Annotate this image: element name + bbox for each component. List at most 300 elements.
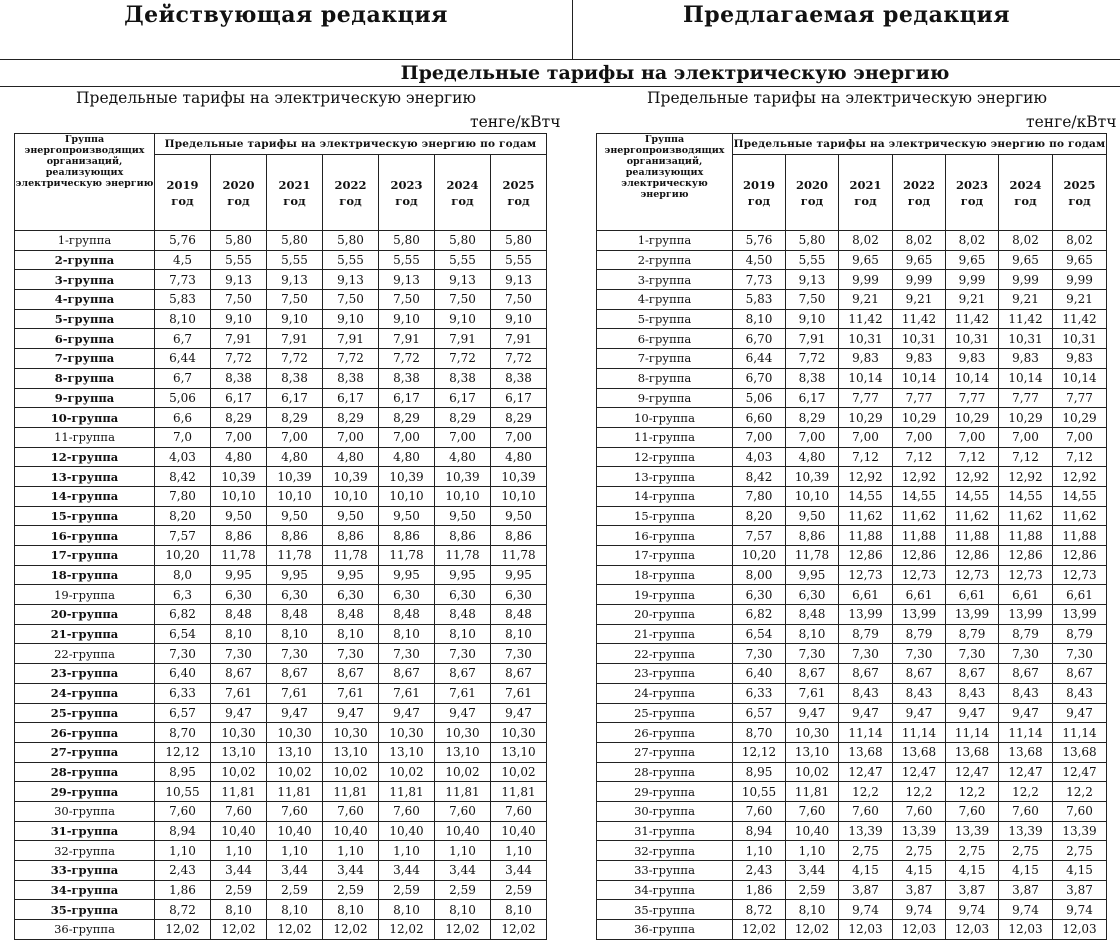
tariff-cell: 12,03 [946, 920, 999, 940]
tariff-cell: 2,59 [211, 880, 267, 900]
years-span-header: Предельные тарифы на электрическую энергию по годам [733, 134, 1107, 155]
tariff-cell: 9,65 [946, 250, 999, 270]
tariff-cell: 5,55 [786, 250, 839, 270]
group-name-cell: 19-группа [15, 585, 155, 605]
tariff-cell: 12,73 [999, 565, 1053, 585]
tariff-cell: 4,80 [323, 447, 379, 467]
tariff-cell: 7,00 [435, 427, 491, 447]
tariff-cell: 12,2 [946, 782, 999, 802]
tariff-cell: 13,99 [946, 605, 999, 625]
tariff-cell: 8,10 [786, 624, 839, 644]
tariff-cell: 8,67 [323, 664, 379, 684]
tariff-cell: 7,61 [786, 683, 839, 703]
tariff-cell: 3,44 [379, 861, 435, 881]
group-name-cell: 25-группа [15, 703, 155, 723]
tariff-cell: 10,10 [267, 486, 323, 506]
table-row [597, 821, 1107, 841]
tariff-cell: 7,50 [323, 290, 379, 310]
tariff-cell: 13,10 [491, 742, 547, 762]
group-name-cell: 11-группа [15, 427, 155, 447]
group-name-cell: 5-группа [15, 309, 155, 329]
tariff-cell: 10,14 [839, 368, 893, 388]
table-row [597, 309, 1107, 329]
tariff-cell: 10,20 [733, 546, 786, 566]
tariff-cell: 7,91 [435, 329, 491, 349]
tariff-cell: 8,38 [435, 368, 491, 388]
tariff-cell: 12,73 [893, 565, 946, 585]
group-name-cell: 14-группа [15, 486, 155, 506]
tariff-cell: 7,00 [211, 427, 267, 447]
tariff-cell: 8,38 [323, 368, 379, 388]
tariff-cell: 8,02 [946, 231, 999, 251]
tariff-cell: 6,61 [1053, 585, 1107, 605]
tariff-cell: 8,79 [839, 624, 893, 644]
tariff-cell: 7,30 [491, 644, 547, 664]
table-row [597, 506, 1107, 526]
tariff-cell: 10,10 [323, 486, 379, 506]
table-row [15, 861, 547, 881]
tariff-cell: 7,77 [1053, 388, 1107, 408]
group-name-cell: 22-группа [15, 644, 155, 664]
tariff-cell: 11,42 [1053, 309, 1107, 329]
tariff-cell: 8,10 [267, 624, 323, 644]
table-row [597, 585, 1107, 605]
group-name-cell: 3-группа [597, 270, 733, 290]
tariff-cell: 9,95 [267, 565, 323, 585]
tariff-cell: 7,57 [155, 526, 211, 546]
tariff-cell: 7,00 [946, 427, 999, 447]
tariff-cell: 8,10 [435, 624, 491, 644]
tariff-cell: 6,30 [491, 585, 547, 605]
group-name-cell: 10-группа [597, 408, 733, 428]
tariff-cell: 3,44 [267, 861, 323, 881]
tariff-cell: 5,55 [211, 250, 267, 270]
tariff-cell: 7,60 [786, 801, 839, 821]
tariff-cell: 9,50 [267, 506, 323, 526]
tariff-cell: 7,50 [786, 290, 839, 310]
tariff-cell: 8,86 [379, 526, 435, 546]
group-name-cell: 34-группа [15, 880, 155, 900]
tariff-cell: 11,78 [435, 546, 491, 566]
tariff-cell: 7,72 [267, 349, 323, 369]
current-tariff-table [14, 133, 547, 940]
tariff-cell: 7,30 [211, 644, 267, 664]
tariff-cell: 6,82 [733, 605, 786, 625]
tariff-cell: 9,13 [435, 270, 491, 290]
tariff-cell: 2,43 [155, 861, 211, 881]
right-unit: тенге/кВтч [1026, 113, 1117, 131]
group-name-cell: 20-группа [597, 605, 733, 625]
tariff-cell: 8,29 [435, 408, 491, 428]
table-row [597, 920, 1107, 940]
tariff-cell: 11,42 [839, 309, 893, 329]
tariff-cell: 1,86 [733, 880, 786, 900]
tariff-cell: 9,21 [946, 290, 999, 310]
table-row [15, 329, 547, 349]
tariff-cell: 12,02 [491, 920, 547, 940]
tariff-cell: 1,10 [733, 841, 786, 861]
tariff-cell: 8,29 [211, 408, 267, 428]
tariff-cell: 8,29 [323, 408, 379, 428]
tariff-cell: 8,86 [786, 526, 839, 546]
tariff-cell: 9,10 [323, 309, 379, 329]
tariff-cell: 8,38 [379, 368, 435, 388]
current-edition-heading: Действующая редакция [124, 2, 448, 28]
tariff-cell: 10,14 [999, 368, 1053, 388]
group-name-cell: 8-группа [15, 368, 155, 388]
table-row [15, 782, 547, 802]
table-row [597, 565, 1107, 585]
tariff-cell: 12,92 [946, 467, 999, 487]
tariff-cell: 7,60 [211, 801, 267, 821]
tariff-cell: 2,43 [733, 861, 786, 881]
table-row [15, 309, 547, 329]
table-row [15, 427, 547, 447]
year-header: 2025 год [1053, 155, 1107, 231]
tariff-cell: 5,76 [155, 231, 211, 251]
group-name-cell: 26-группа [597, 723, 733, 743]
tariff-cell: 8,02 [893, 231, 946, 251]
group-name-cell: 34-группа [597, 880, 733, 900]
table-row [15, 703, 547, 723]
table-row [15, 841, 547, 861]
tariff-cell: 9,10 [435, 309, 491, 329]
tariff-cell: 6,30 [435, 585, 491, 605]
tariff-cell: 9,65 [839, 250, 893, 270]
table-row [597, 329, 1107, 349]
tariff-cell: 11,14 [893, 723, 946, 743]
table-row [15, 664, 547, 684]
tariff-cell: 10,39 [267, 467, 323, 487]
tariff-cell: 7,60 [379, 801, 435, 821]
tariff-cell: 14,55 [946, 486, 999, 506]
tariff-cell: 12,47 [946, 762, 999, 782]
table-row [597, 861, 1107, 881]
tariff-cell: 10,14 [946, 368, 999, 388]
tariff-cell: 10,30 [267, 723, 323, 743]
table-row [15, 821, 547, 841]
tariff-cell: 1,10 [786, 841, 839, 861]
table-row [15, 486, 547, 506]
tariff-cell: 10,39 [786, 467, 839, 487]
tariff-cell: 7,30 [323, 644, 379, 664]
tariff-cell: 7,77 [946, 388, 999, 408]
tariff-cell: 12,02 [379, 920, 435, 940]
tariff-cell: 7,61 [435, 683, 491, 703]
tariff-cell: 13,68 [999, 742, 1053, 762]
group-name-cell: 1-группа [597, 231, 733, 251]
tariff-cell: 8,43 [1053, 683, 1107, 703]
tariff-cell: 9,47 [379, 703, 435, 723]
tariff-cell: 10,02 [786, 762, 839, 782]
table-row [597, 486, 1107, 506]
tariff-cell: 13,39 [893, 821, 946, 841]
tariff-cell: 11,62 [1053, 506, 1107, 526]
group-name-cell: 21-группа [15, 624, 155, 644]
tariff-cell: 8,43 [839, 683, 893, 703]
tariff-cell: 7,60 [999, 801, 1053, 821]
tariff-cell: 10,29 [1053, 408, 1107, 428]
group-name-cell: 26-группа [15, 723, 155, 743]
group-name-cell: 33-группа [15, 861, 155, 881]
years-span-header: Предельные тарифы на электрическую энергию по годам [155, 134, 547, 155]
table-row [15, 447, 547, 467]
tariff-cell: 7,60 [946, 801, 999, 821]
group-name-cell: 6-группа [15, 329, 155, 349]
tariff-cell: 7,30 [379, 644, 435, 664]
tariff-cell: 9,13 [211, 270, 267, 290]
tariff-cell: 12,73 [1053, 565, 1107, 585]
year-header: 2024 год [435, 155, 491, 231]
tariff-cell: 9,13 [491, 270, 547, 290]
tariff-cell: 8,67 [946, 664, 999, 684]
tariff-cell: 11,81 [267, 782, 323, 802]
tariff-cell: 11,62 [839, 506, 893, 526]
tariff-cell: 6,40 [155, 664, 211, 684]
tariff-cell: 9,47 [893, 703, 946, 723]
tariff-cell: 6,17 [786, 388, 839, 408]
tariff-cell: 7,72 [323, 349, 379, 369]
tariff-cell: 8,10 [379, 900, 435, 920]
tariff-cell: 8,10 [733, 309, 786, 329]
tariff-cell: 10,02 [491, 762, 547, 782]
tariff-cell: 13,10 [267, 742, 323, 762]
tariff-cell: 9,50 [211, 506, 267, 526]
tariff-cell: 10,10 [211, 486, 267, 506]
tariff-cell: 6,40 [733, 664, 786, 684]
tariff-cell: 12,86 [893, 546, 946, 566]
tariff-cell: 9,10 [379, 309, 435, 329]
tariff-cell: 9,99 [946, 270, 999, 290]
tariff-cell: 8,0 [155, 565, 211, 585]
tariff-cell: 6,61 [999, 585, 1053, 605]
tariff-cell: 11,88 [999, 526, 1053, 546]
tariff-cell: 11,81 [491, 782, 547, 802]
tariff-cell: 8,20 [155, 506, 211, 526]
tariff-cell: 12,47 [1053, 762, 1107, 782]
tariff-cell: 10,30 [435, 723, 491, 743]
tariff-cell: 9,74 [839, 900, 893, 920]
tariff-cell: 1,10 [323, 841, 379, 861]
group-name-cell: 25-группа [597, 703, 733, 723]
tariff-cell: 11,81 [435, 782, 491, 802]
tariff-cell: 12,02 [323, 920, 379, 940]
tariff-cell: 5,80 [379, 231, 435, 251]
tariff-cell: 12,86 [946, 546, 999, 566]
tariff-cell: 9,74 [999, 900, 1053, 920]
group-name-cell: 19-группа [597, 585, 733, 605]
tariff-cell: 4,03 [733, 447, 786, 467]
tariff-cell: 9,10 [267, 309, 323, 329]
tariff-cell: 10,02 [379, 762, 435, 782]
tariff-cell: 7,00 [379, 427, 435, 447]
table-row [15, 920, 547, 940]
year-header: 2021 год [267, 155, 323, 231]
tariff-cell: 1,10 [155, 841, 211, 861]
table-row [597, 801, 1107, 821]
tariff-cell: 7,30 [946, 644, 999, 664]
tariff-cell: 8,70 [733, 723, 786, 743]
tariff-cell: 9,47 [839, 703, 893, 723]
tariff-cell: 9,50 [491, 506, 547, 526]
tariff-cell: 7,00 [491, 427, 547, 447]
tariff-cell: 6,17 [379, 388, 435, 408]
table-row [597, 368, 1107, 388]
group-name-cell: 36-группа [597, 920, 733, 940]
tariff-cell: 10,31 [1053, 329, 1107, 349]
tariff-cell: 8,94 [733, 821, 786, 841]
year-header: 2019 год [733, 155, 786, 231]
tariff-cell: 7,12 [893, 447, 946, 467]
tariff-cell: 8,00 [733, 565, 786, 585]
tariff-cell: 8,72 [155, 900, 211, 920]
tariff-cell: 10,40 [491, 821, 547, 841]
group-name-cell: 13-группа [597, 467, 733, 487]
tariff-cell: 7,72 [491, 349, 547, 369]
tariff-cell: 8,38 [491, 368, 547, 388]
tariff-cell: 4,15 [893, 861, 946, 881]
tariff-cell: 12,02 [733, 920, 786, 940]
tariff-cell: 10,20 [155, 546, 211, 566]
group-name-cell: 4-группа [15, 290, 155, 310]
tariff-cell: 6,33 [155, 683, 211, 703]
tariff-cell: 9,10 [786, 309, 839, 329]
tariff-cell: 12,47 [893, 762, 946, 782]
proposed-edition-heading: Предлагаемая редакция [682, 2, 1011, 28]
tariff-cell: 12,92 [999, 467, 1053, 487]
group-name-cell: 9-группа [15, 388, 155, 408]
tariff-cell: 9,74 [893, 900, 946, 920]
tariff-cell: 9,95 [323, 565, 379, 585]
tariff-cell: 10,29 [893, 408, 946, 428]
tariff-cell: 7,30 [267, 644, 323, 664]
group-name-cell: 16-группа [597, 526, 733, 546]
tariff-cell: 7,00 [323, 427, 379, 447]
tariff-cell: 8,38 [267, 368, 323, 388]
tariff-cell: 7,61 [491, 683, 547, 703]
tariff-cell: 10,31 [839, 329, 893, 349]
table-row [15, 644, 547, 664]
tariff-cell: 8,67 [999, 664, 1053, 684]
tariff-cell: 8,10 [491, 624, 547, 644]
tariff-cell: 8,10 [211, 900, 267, 920]
tariff-cell: 7,91 [267, 329, 323, 349]
tariff-cell: 9,83 [1053, 349, 1107, 369]
tariff-cell: 8,29 [379, 408, 435, 428]
tariff-cell: 3,87 [999, 880, 1053, 900]
tariff-cell: 10,31 [946, 329, 999, 349]
tariff-cell: 6,17 [435, 388, 491, 408]
tariff-cell: 4,15 [999, 861, 1053, 881]
tariff-cell: 8,67 [379, 664, 435, 684]
tariff-cell: 8,48 [323, 605, 379, 625]
tariff-cell: 10,02 [435, 762, 491, 782]
group-name-cell: 31-группа [15, 821, 155, 841]
tariff-cell: 13,68 [1053, 742, 1107, 762]
tariff-cell: 9,50 [323, 506, 379, 526]
tariff-cell: 9,21 [839, 290, 893, 310]
table-row [15, 231, 547, 251]
tariff-cell: 9,10 [211, 309, 267, 329]
tariff-cell: 2,75 [893, 841, 946, 861]
group-name-cell: 3-группа [15, 270, 155, 290]
tariff-cell: 7,00 [733, 427, 786, 447]
year-header: 2022 год [893, 155, 946, 231]
tariff-cell: 9,47 [323, 703, 379, 723]
tariff-cell: 12,92 [893, 467, 946, 487]
group-name-cell: 12-группа [597, 447, 733, 467]
tariff-cell: 11,42 [893, 309, 946, 329]
tariff-cell: 10,40 [786, 821, 839, 841]
tariff-cell: 3,87 [946, 880, 999, 900]
tariff-cell: 8,67 [1053, 664, 1107, 684]
tariff-cell: 3,44 [435, 861, 491, 881]
tariff-cell: 10,29 [999, 408, 1053, 428]
tariff-cell: 7,80 [155, 486, 211, 506]
tariff-cell: 5,55 [379, 250, 435, 270]
year-header: 2023 год [379, 155, 435, 231]
tariff-cell: 7,12 [999, 447, 1053, 467]
banner-divider [0, 86, 1120, 87]
tariff-cell: 14,55 [839, 486, 893, 506]
tariff-cell: 2,59 [379, 880, 435, 900]
tariff-cell: 6,61 [946, 585, 999, 605]
tariff-cell: 9,65 [893, 250, 946, 270]
tariff-cell: 3,44 [786, 861, 839, 881]
tariff-cell: 10,30 [786, 723, 839, 743]
tariff-cell: 1,10 [491, 841, 547, 861]
tariff-cell: 6,30 [267, 585, 323, 605]
tariff-cell: 7,00 [839, 427, 893, 447]
tariff-cell: 9,50 [435, 506, 491, 526]
tariff-cell: 7,60 [1053, 801, 1107, 821]
table-row [597, 644, 1107, 664]
table-row [597, 250, 1107, 270]
tariff-cell: 8,43 [946, 683, 999, 703]
tariff-cell: 8,10 [435, 900, 491, 920]
table-row [597, 841, 1107, 861]
table-row [597, 742, 1107, 762]
tariff-cell: 9,47 [999, 703, 1053, 723]
tariff-cell: 7,50 [491, 290, 547, 310]
table-row [597, 900, 1107, 920]
tariff-cell: 4,03 [155, 447, 211, 467]
tariff-cell: 12,73 [946, 565, 999, 585]
tariff-cell: 8,72 [733, 900, 786, 920]
tariff-cell: 6,61 [893, 585, 946, 605]
tariff-cell: 9,99 [1053, 270, 1107, 290]
tariff-cell: 9,74 [946, 900, 999, 920]
tariff-cell: 11,81 [323, 782, 379, 802]
tariff-cell: 7,80 [733, 486, 786, 506]
tariff-cell: 11,78 [491, 546, 547, 566]
group-name-cell: 17-группа [597, 546, 733, 566]
tariff-cell: 8,10 [323, 900, 379, 920]
group-name-cell: 24-группа [597, 683, 733, 703]
tariff-cell: 12,2 [893, 782, 946, 802]
tariff-cell: 10,10 [786, 486, 839, 506]
tariff-cell: 9,47 [786, 703, 839, 723]
tariff-cell: 8,42 [155, 467, 211, 487]
tariff-cell: 9,47 [435, 703, 491, 723]
tariff-cell: 7,50 [211, 290, 267, 310]
tariff-cell: 8,67 [839, 664, 893, 684]
tariff-cell: 7,12 [839, 447, 893, 467]
tariff-cell: 10,02 [267, 762, 323, 782]
tariff-cell: 4,15 [1053, 861, 1107, 881]
table-row [15, 290, 547, 310]
tariff-cell: 11,88 [1053, 526, 1107, 546]
